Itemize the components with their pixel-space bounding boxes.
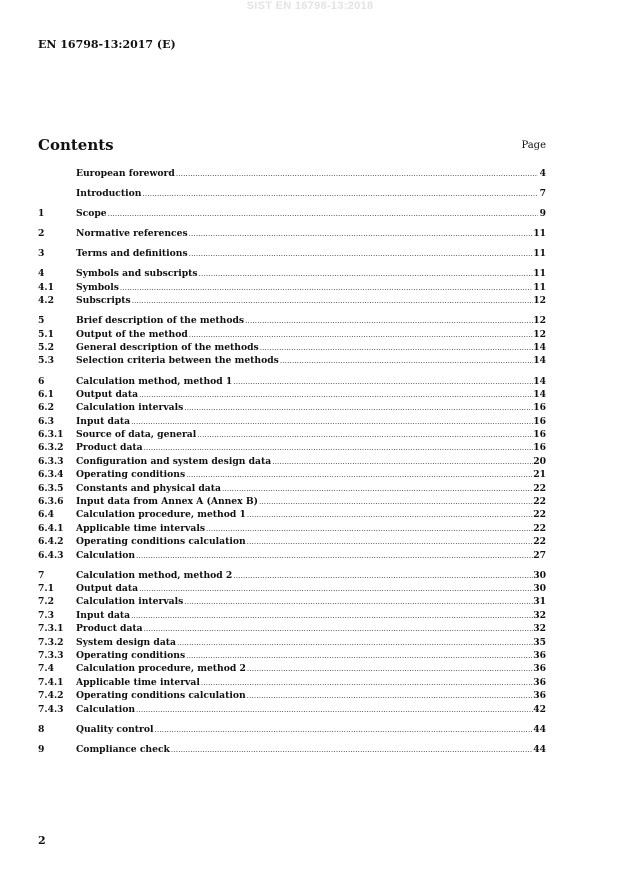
toc-entry-page: 12: [533, 315, 546, 327]
toc-entry-number: 7.4: [38, 663, 54, 675]
toc-entry-title: Calculation method, method 2: [76, 569, 233, 581]
toc-dot-leader: [130, 612, 533, 620]
toc-entry-number: 7.2: [38, 596, 54, 608]
toc-entry[interactable]: [38, 550, 546, 563]
toc-dot-leader: [188, 230, 534, 238]
toc-dot-leader: [258, 498, 533, 506]
toc-entry-title: Product data: [76, 623, 143, 635]
toc-dot-leader: [246, 692, 534, 700]
toc-entry-number: 6.4.1: [38, 522, 64, 534]
toc-dot-leader: [232, 378, 533, 386]
toc-entry[interactable]: [38, 456, 546, 469]
toc-entry[interactable]: [38, 282, 546, 295]
toc-dot-leader: [188, 250, 534, 258]
toc-entry-number: 4: [38, 268, 45, 280]
toc-entry-page: 36: [533, 690, 546, 702]
toc-entry-title: Symbols and subscripts: [76, 268, 198, 280]
toc-entry-title: Calculation: [76, 549, 136, 561]
toc-dot-leader: [259, 344, 534, 352]
toc-entry-number: 6: [38, 375, 45, 387]
toc-dot-leader: [135, 706, 533, 714]
toc-entry-title: Output of the method: [76, 328, 188, 340]
contents-title: Contents: [38, 136, 114, 154]
toc-entry[interactable]: [38, 188, 546, 201]
toc-entry[interactable]: [38, 168, 546, 181]
toc-entry-title: Compliance check: [76, 743, 170, 755]
toc-entry[interactable]: [38, 483, 546, 496]
toc-dot-leader: [119, 284, 533, 292]
toc-entry-number: 6.3.6: [38, 496, 64, 508]
toc-entry[interactable]: [38, 295, 546, 308]
toc-entry-number: 3: [38, 248, 45, 260]
toc-entry[interactable]: [38, 596, 546, 609]
toc-entry-title: Source of data, general: [76, 429, 197, 441]
toc-entry-page: 21: [533, 469, 546, 481]
toc-dot-leader: [154, 726, 534, 734]
toc-dot-leader: [176, 639, 533, 647]
toc-entry-title: Calculation intervals: [76, 596, 184, 608]
toc-entry[interactable]: [38, 208, 546, 221]
toc-entry[interactable]: [38, 509, 546, 522]
toc-entry-title: Operating conditions calculation: [76, 536, 246, 548]
page-number: 2: [38, 834, 46, 847]
toc-entry-page: 16: [533, 442, 546, 454]
toc-entry-number: 6.4: [38, 509, 54, 521]
toc-entry-page: 35: [533, 636, 546, 648]
toc-dot-leader: [107, 210, 538, 218]
toc-entry-title: Calculation: [76, 703, 136, 715]
toc-entry-number: 4.1: [38, 281, 54, 293]
toc-entry-number: 7.4.1: [38, 676, 64, 688]
toc-entry-title: Quality control: [76, 723, 154, 735]
toc-entry[interactable]: [38, 416, 546, 429]
toc-dot-leader: [185, 652, 533, 660]
toc-entry-page: 9: [539, 208, 546, 220]
toc-entry-page: 30: [533, 569, 546, 581]
toc-entry-title: Normative references: [76, 228, 188, 240]
toc-entry-title: System design data: [76, 636, 176, 648]
toc-entry-title: Introduction: [76, 188, 142, 200]
toc-entry-title: Calculation intervals: [76, 402, 184, 414]
toc-entry-page: 4: [539, 168, 546, 179]
toc-entry-page: 36: [533, 650, 546, 661]
toc-entry-title: Applicable time intervals: [76, 522, 206, 534]
toc-entry-page: 7: [539, 188, 546, 200]
toc-entry-page: 20: [533, 455, 546, 467]
toc-entry-page: 16: [533, 415, 546, 427]
toc-dot-leader: [200, 679, 533, 687]
toc-dot-leader: [185, 471, 533, 479]
toc-entry-number: 5.1: [38, 328, 54, 340]
toc-entry-number: 2: [38, 228, 45, 240]
toc-entry-number: 7.3.3: [38, 650, 64, 661]
toc-entry[interactable]: [38, 248, 546, 261]
table-of-contents: [38, 168, 546, 757]
toc-entry[interactable]: [38, 389, 546, 402]
toc-entry-page: 22: [533, 536, 546, 548]
toc-entry-number: 6.4.3: [38, 549, 64, 561]
toc-entry-title: Calculation procedure, method 2: [76, 663, 246, 675]
toc-entry-number: 7.3.1: [38, 623, 64, 635]
toc-entry[interactable]: [38, 469, 546, 482]
toc-entry-number: 7: [38, 569, 45, 581]
toc-entry-title: European foreword: [76, 168, 175, 179]
toc-entry-page: 22: [533, 509, 546, 521]
toc-entry-number: 7.4.2: [38, 690, 64, 702]
toc-entry-page: 44: [533, 743, 546, 755]
toc-entry-title: Constants and physical data: [76, 482, 221, 494]
toc-dot-leader: [135, 552, 533, 560]
toc-entry[interactable]: [38, 663, 546, 676]
toc-dot-leader: [246, 538, 534, 546]
toc-entry-page: 22: [533, 522, 546, 534]
toc-entry-title: Applicable time interval: [76, 676, 200, 688]
toc-entry-number: 7.1: [38, 583, 54, 595]
toc-entry-number: 1: [38, 208, 45, 220]
toc-entry-page: 14: [533, 342, 546, 354]
toc-entry-number: 9: [38, 743, 45, 755]
toc-entry-page: 32: [533, 609, 546, 621]
toc-dot-leader: [246, 511, 533, 519]
toc-entry-title: Symbols: [76, 281, 119, 293]
toc-entry-title: Input data: [76, 609, 131, 621]
toc-entry-page: 30: [533, 583, 546, 595]
toc-entry-title: Output data: [76, 583, 139, 595]
toc-entry-page: 11: [533, 248, 546, 260]
toc-entry[interactable]: [38, 623, 546, 636]
toc-entry[interactable]: [38, 315, 546, 328]
toc-entry[interactable]: [38, 402, 546, 415]
toc-entry[interactable]: [38, 355, 546, 368]
toc-entry[interactable]: [38, 496, 546, 509]
toc-dot-leader: [221, 485, 533, 493]
toc-entry-page: 14: [533, 375, 546, 387]
toc-dot-leader: [205, 525, 533, 533]
document-id: EN 16798-13:2017 (E): [38, 38, 176, 51]
toc-entry[interactable]: [38, 724, 546, 737]
toc-dot-leader: [246, 665, 533, 673]
toc-entry[interactable]: [38, 744, 546, 757]
toc-dot-leader: [138, 391, 533, 399]
toc-entry-number: 6.2: [38, 402, 54, 414]
toc-entry-number: 5.2: [38, 342, 54, 354]
toc-entry-title: Subscripts: [76, 295, 131, 307]
toc-entry-page: 31: [533, 596, 546, 608]
toc-entry-number: 6.3.5: [38, 482, 64, 494]
toc-entry-page: 32: [533, 623, 546, 635]
toc-entry-title: Product data: [76, 442, 143, 454]
toc-entry-page: 12: [533, 328, 546, 340]
toc-entry-number: 7.4.3: [38, 703, 64, 715]
toc-dot-leader: [143, 444, 534, 452]
toc-entry[interactable]: [38, 690, 546, 703]
toc-entry[interactable]: [38, 677, 546, 690]
toc-dot-leader: [196, 431, 533, 439]
toc-dot-leader: [183, 598, 533, 606]
toc-entry-title: Calculation method, method 1: [76, 375, 233, 387]
toc-dot-leader: [143, 625, 534, 633]
toc-entry-number: 8: [38, 723, 45, 735]
toc-entry-page: 12: [533, 295, 546, 307]
toc-entry-page: 14: [533, 388, 546, 400]
toc-dot-leader: [170, 746, 533, 754]
watermark: SIST EN 16798-13:2018: [246, 0, 374, 12]
toc-entry-page: 22: [533, 496, 546, 508]
toc-entry[interactable]: [38, 637, 546, 650]
toc-dot-leader: [183, 404, 533, 412]
toc-entry-title: Operating conditions calculation: [76, 690, 246, 702]
toc-dot-leader: [130, 418, 533, 426]
toc-entry-title: Terms and definitions: [76, 248, 188, 260]
toc-entry-page: 16: [533, 402, 546, 414]
toc-entry-number: 6.1: [38, 388, 54, 400]
toc-entry-title: Input data from Annex A (Annex B): [76, 496, 258, 508]
toc-entry-title: Output data: [76, 388, 139, 400]
toc-entry-page: 42: [533, 703, 546, 715]
toc-entry[interactable]: [38, 342, 546, 355]
toc-entry-number: 7.3.2: [38, 636, 64, 648]
toc-entry-page: 27: [533, 549, 546, 561]
toc-entry-page: 11: [533, 228, 546, 240]
toc-entry-number: 6.3.4: [38, 469, 64, 481]
toc-dot-leader: [175, 170, 538, 178]
toc-dot-leader: [244, 317, 533, 325]
toc-entry-page: 16: [533, 429, 546, 441]
toc-entry-number: 6.4.2: [38, 536, 64, 548]
toc-entry-title: Selection criteria between the methods: [76, 355, 279, 367]
toc-dot-leader: [198, 270, 534, 278]
toc-entry[interactable]: [38, 536, 546, 549]
toc-entry-page: 14: [533, 355, 546, 367]
toc-dot-leader: [131, 297, 534, 305]
page-column-label: Page: [521, 140, 546, 151]
toc-entry[interactable]: [38, 704, 546, 717]
toc-entry[interactable]: [38, 442, 546, 455]
toc-entry-title: Calculation procedure, method 1: [76, 509, 246, 521]
toc-entry-title: Operating conditions: [76, 650, 186, 661]
toc-dot-leader: [141, 190, 538, 198]
toc-entry-number: 5: [38, 315, 45, 327]
toc-dot-leader: [188, 331, 533, 339]
toc-entry-title: Operating conditions: [76, 469, 186, 481]
toc-dot-leader: [279, 357, 533, 365]
toc-entry[interactable]: [38, 268, 546, 281]
toc-entry[interactable]: [38, 610, 546, 623]
toc-entry[interactable]: [38, 570, 546, 583]
toc-entry-page: 11: [533, 281, 546, 293]
toc-entry[interactable]: [38, 228, 546, 241]
toc-entry-page: 11: [533, 268, 546, 280]
toc-entry[interactable]: [38, 650, 546, 663]
toc-entry-page: 36: [533, 663, 546, 675]
toc-entry-number: 7.3: [38, 609, 54, 621]
toc-entry-page: 44: [533, 723, 546, 735]
toc-entry-title: Configuration and system design data: [76, 455, 272, 467]
toc-entry[interactable]: [38, 329, 546, 342]
toc-entry-title: Brief description of the methods: [76, 315, 245, 327]
toc-dot-leader: [138, 585, 533, 593]
toc-entry-title: General description of the methods: [76, 342, 259, 354]
toc-entry-number: 6.3.1: [38, 429, 64, 441]
toc-dot-leader: [232, 572, 533, 580]
toc-entry-number: 6.3: [38, 415, 54, 427]
toc-entry-number: 4.2: [38, 295, 54, 307]
toc-entry[interactable]: [38, 376, 546, 389]
toc-entry-number: 6.3.3: [38, 455, 64, 467]
toc-entry[interactable]: [38, 523, 546, 536]
toc-entry[interactable]: [38, 429, 546, 442]
toc-dot-leader: [271, 458, 533, 466]
toc-entry-page: 22: [533, 482, 546, 494]
toc-entry-title: Scope: [76, 208, 107, 220]
toc-entry-page: 36: [533, 676, 546, 688]
toc-entry-number: 5.3: [38, 355, 54, 367]
toc-entry-number: 6.3.2: [38, 442, 64, 454]
toc-entry-title: Input data: [76, 415, 131, 427]
toc-entry[interactable]: [38, 583, 546, 596]
